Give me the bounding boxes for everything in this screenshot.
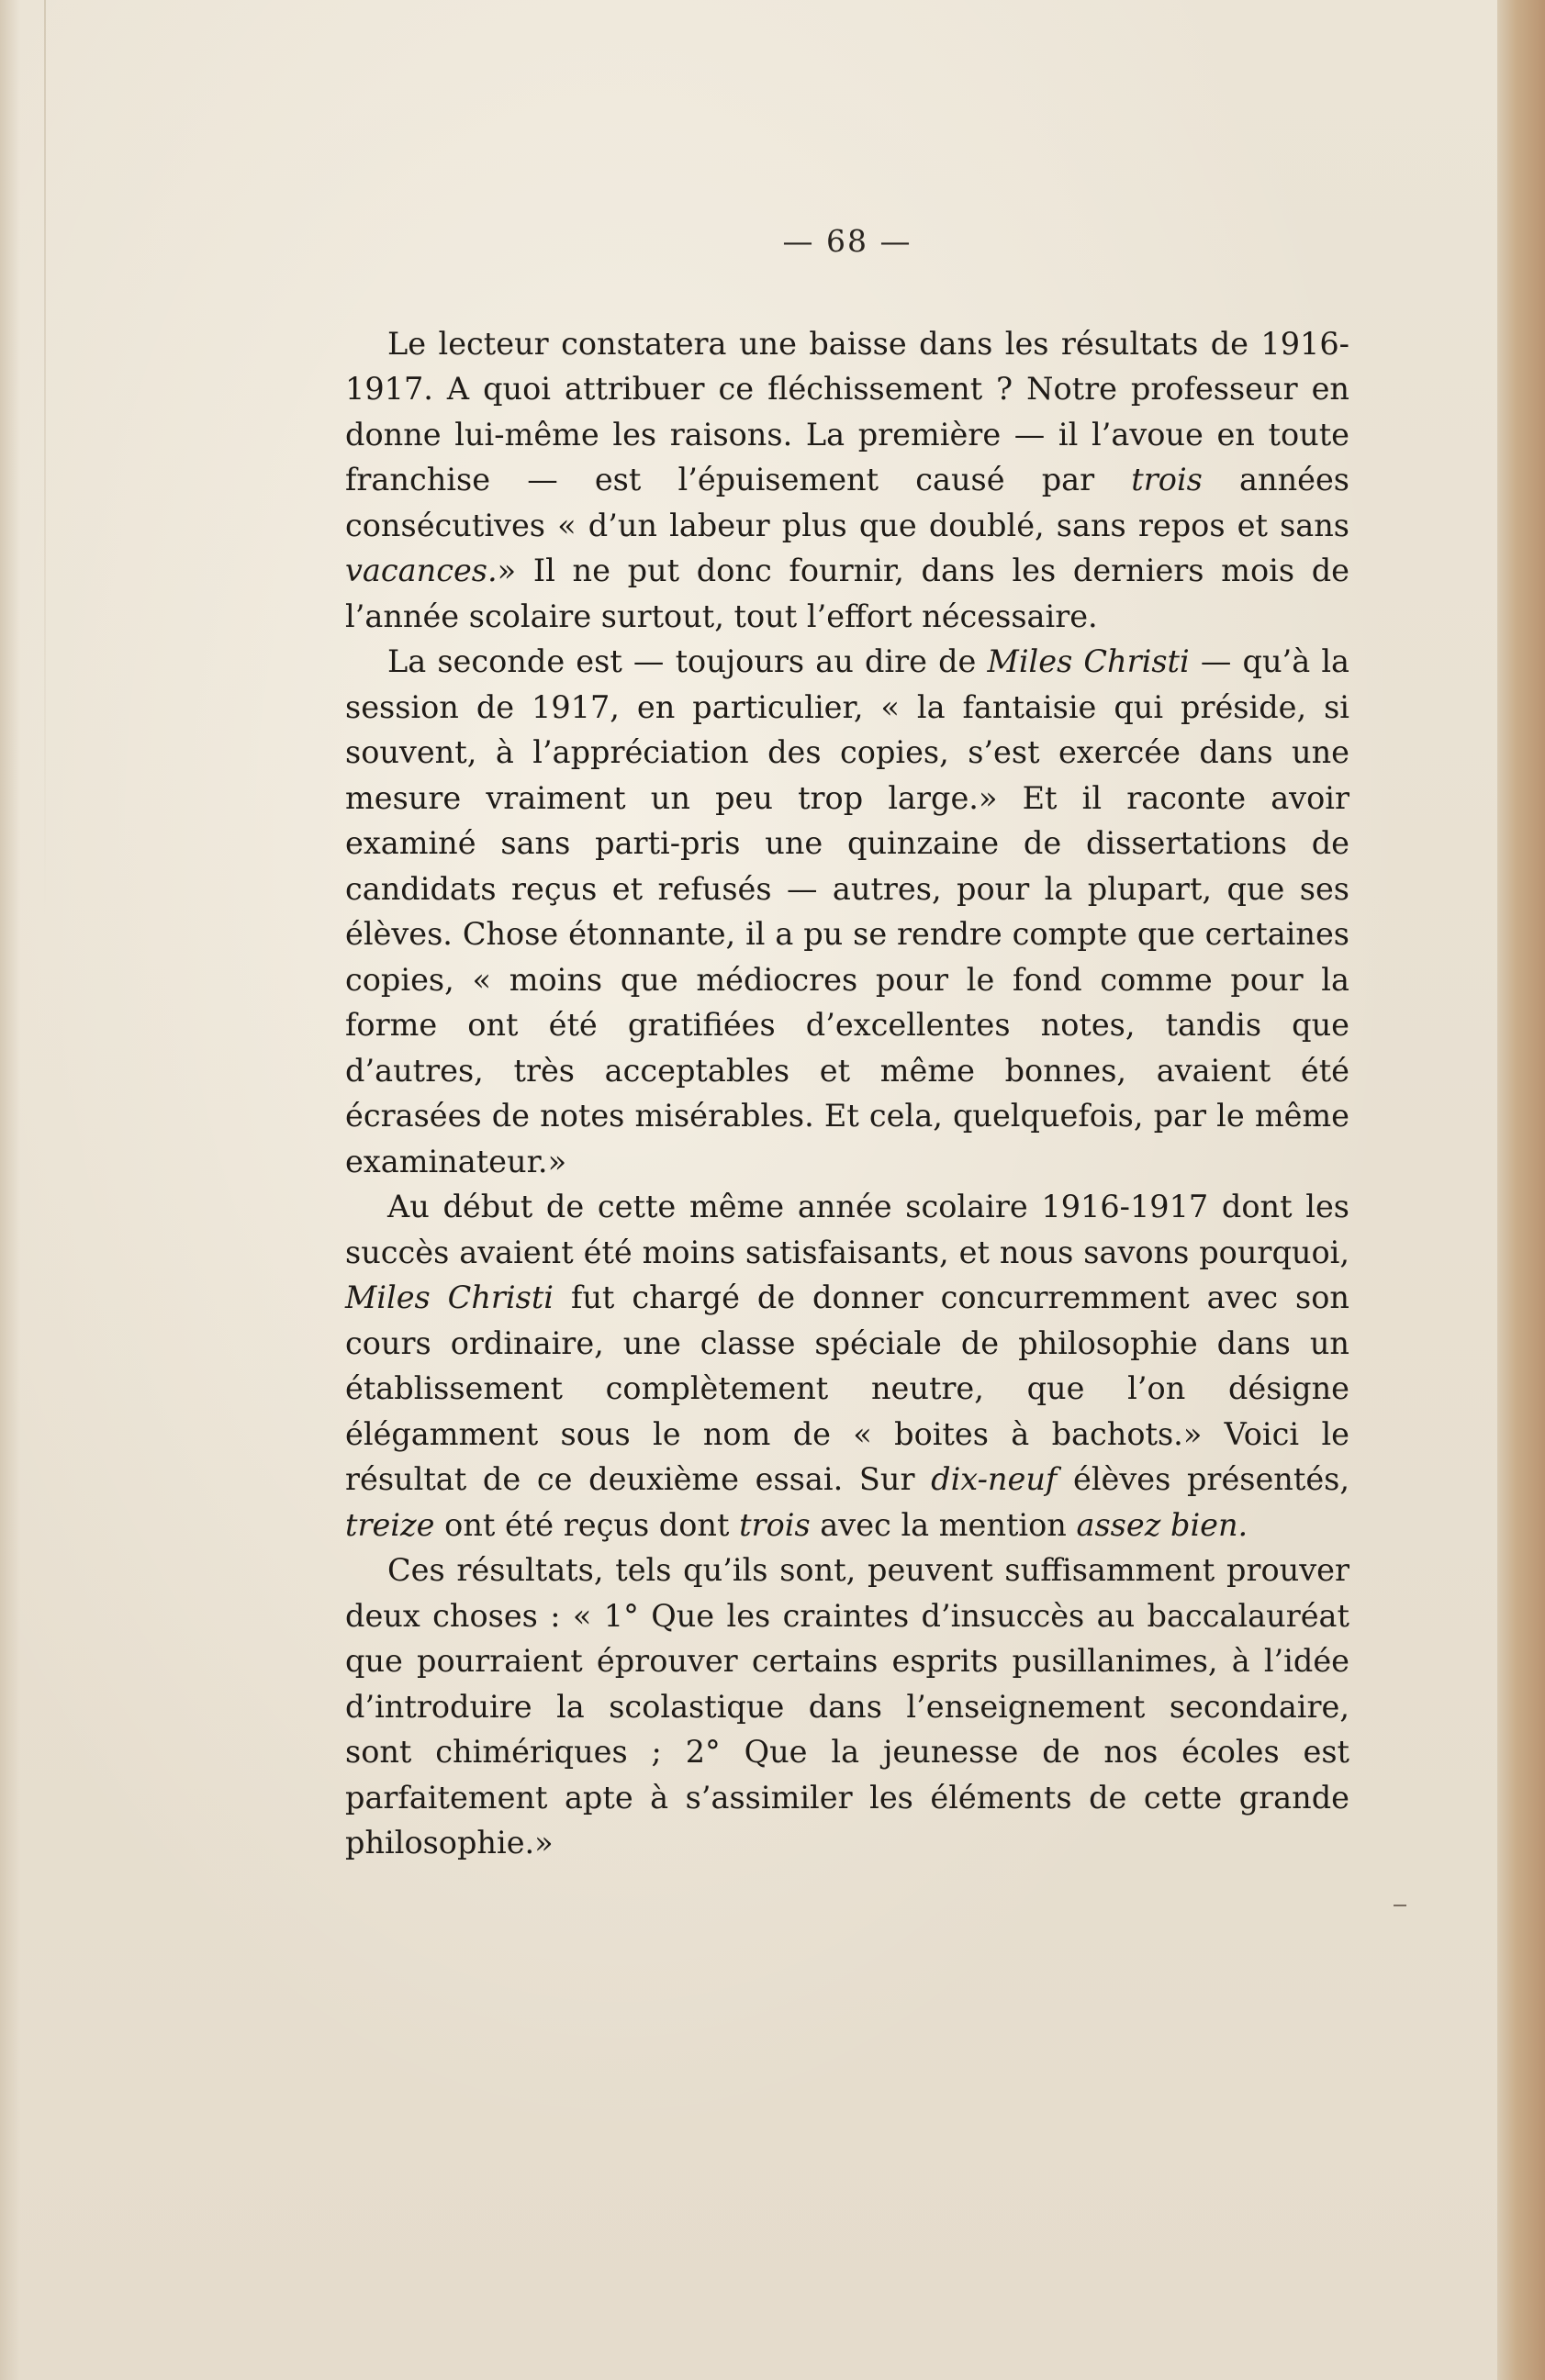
paragraph-1 [345,321,1349,640]
paragraph-2 [345,639,1349,1184]
text-run: élèves présentés, [1057,1461,1349,1497]
page-right-edge [1497,0,1545,2380]
text-run: La seconde est — toujours au dire de [387,643,988,679]
italic-run: Miles Christi [987,643,1190,679]
paragraph-4 [345,1548,1349,1866]
text-run: Ces résultats, tels qu’ils sont, peuvent suffisamment prouver deux choses : « 1° Que les craintes d’insuccès au baccalauréat que pourraient éprouver certains esprits pusillanimes, à l’idée d’introduire la scolastique dans l’enseignement secondaire, sont chimériques ; 2° Que la jeunesse de nos écoles est parfaitement apte à s’assimiler les éléments de cette grande philosophie.» [345,1552,1349,1860]
italic-run: assez bien. [1076,1506,1248,1543]
margin-mark [1394,1905,1406,1906]
page-text-block [345,218,1349,1866]
page-fold-shadow [44,0,46,918]
page-number: — 68 — [782,223,912,259]
text-run: Le lecteur constatera une baisse dans les résultats de 1916-1917. A quoi attribuer ce fléchissement ? Notre professeur en donne lui-même les raisons. La première — il l’avoue en toute franchise — est l’épuisement causé par [345,325,1349,497]
page-left-edge [0,0,20,2380]
text-run: Au début de cette même année scolaire 1916-1917 dont les succès avaient été moins satisfaisants, et nous savons pourquoi, [345,1189,1349,1270]
text-run: — qu’à la session de 1917, en particulier, « la fantaisie qui préside, si souvent, à l’appréciation des copies, s’est exercée dans une mesure vraiment un peu trop large.» Et il raconte avoir examiné sans parti-pris une quinzaine de dissertations de candidats reçus et refusés — autres, pour la plupart, que ses élèves. Chose étonnante, il a pu se rendre compte que certaines copies, « moins que médiocres pour le fond comme pour la forme ont été gratifiées d’excellentes notes, tandis que d’autres, très acceptables et même bonnes, avaient été écrasées de notes misérables. Et cela, quelquefois, par le même examinateur.» [345,643,1350,1179]
italic-run: vacances. [345,553,498,588]
italic-run: trois [739,1506,811,1543]
text-run: » Il ne put donc fournir, dans les derniers mois de l’année scolaire surtout, tout l’effort nécessaire. [345,553,1349,634]
paragraph-3 [345,1184,1349,1548]
text-run: ont été reçus dont [434,1506,740,1543]
italic-run: dix-neuf [931,1461,1058,1497]
text-run: fut chargé de donner concurremment avec son cours ordinaire, une classe spéciale de philosophie dans un établissement complètement neutre, que l’on désigne élégamment sous le nom de « boites à bachots.» Voici le résultat de ce deuxième essai. Sur [345,1279,1349,1497]
italic-run: Miles Christi [345,1279,554,1315]
text-run: années consécutives « d’un labeur plus que doublé, sans repos et sans [345,462,1349,543]
italic-run: trois [1131,462,1203,497]
text-run: avec la mention [810,1506,1077,1543]
italic-run: treize [345,1506,435,1543]
